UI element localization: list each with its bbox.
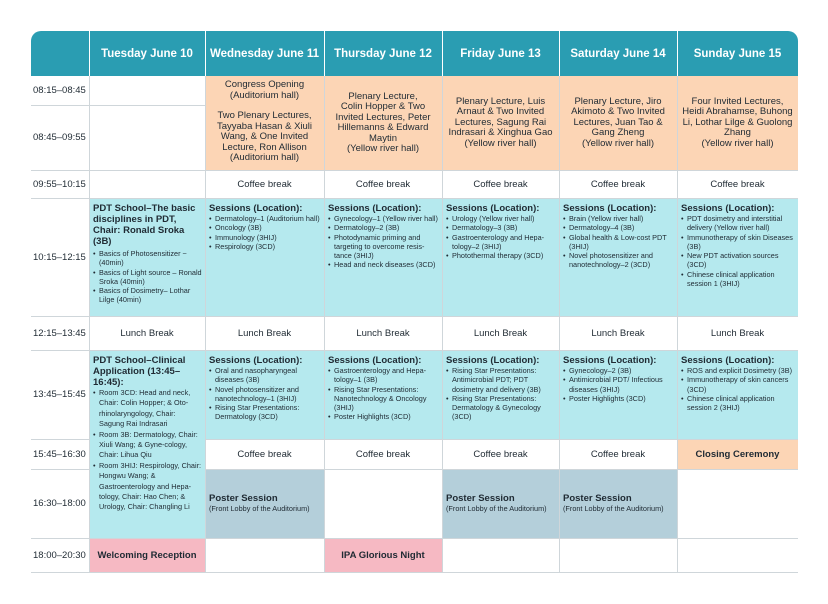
header-tuesday: Tuesday June 10: [89, 31, 205, 76]
time-slot: 08:15–08:45: [33, 85, 86, 96]
list-item: • Basics of Dosimetry– Lothar Lilge (40min): [93, 286, 202, 305]
list-item: • Head and neck diseases (3CD): [328, 260, 439, 269]
sessions-heading: Sessions (Location):: [446, 355, 540, 366]
fri-sessions-2: [442, 350, 559, 439]
col-divider: [559, 76, 560, 573]
congress-opening: [205, 76, 324, 105]
lunch-break: Lunch Break: [473, 327, 528, 339]
sat-sessions-1: [559, 198, 677, 316]
school-items: [93, 249, 202, 305]
sessions-heading: Sessions (Location):: [563, 355, 657, 366]
header-wednesday: Wednesday June 11: [205, 31, 324, 76]
sessions-list: [446, 366, 556, 422]
list-item: • Brain (Yellow river hall): [563, 214, 674, 223]
sessions-list: [328, 366, 439, 422]
row-divider: [31, 350, 798, 351]
list-item: • Immunotherapy of skin Diseases (3B): [681, 233, 795, 252]
coffee-break: Coffee break: [473, 448, 528, 460]
sat-plenary-text: Plenary Lecture, Jiro Akimoto & Two Invited Lectures, Juan Tao & Gang Zheng (Yellow river hall): [571, 95, 665, 149]
list-item: • Poster Highlights (3CD): [563, 394, 674, 403]
list-item: • Urology (Yellow river hall): [446, 214, 556, 223]
list-item: • ROS and explicit Dosimetry (3B): [681, 366, 795, 375]
header-friday: Friday June 13: [442, 31, 559, 76]
poster-location: (Front Lobby of the Auditorium): [446, 504, 547, 513]
coffee-break: Coffee break: [355, 178, 411, 190]
col-divider: [89, 76, 90, 573]
time-slot: 16:30–18:00: [33, 498, 86, 509]
header-divider: [205, 31, 206, 76]
col-divider: [677, 76, 678, 573]
list-item: • PDT dosimetry and interstitial delivery (Yellow river hall): [681, 214, 795, 233]
list-item: • Rising Star Presentations: Dermatology (3CD): [209, 403, 321, 422]
school-title: PDT School–The basic disciplines in PDT, Chair: Ronald Sroka (3B): [93, 203, 196, 247]
wed-plenary: [205, 105, 324, 170]
thu-plenary-text: Plenary Lecture, Colin Hopper & Two Invited Lectures, Peter Hillemanns & Edward Maytin (Yellow river hall): [335, 90, 431, 154]
sessions-list: [563, 214, 674, 270]
school-title: PDT School–Clinical Application (13:45–16:45):: [93, 355, 186, 388]
poster-session-wed: [205, 469, 324, 538]
school-items: [93, 388, 202, 513]
fri-sessions-1: [442, 198, 559, 316]
sun-plenary: [677, 76, 798, 170]
sun-sessions-2: [677, 350, 798, 439]
header-divider: [559, 31, 560, 76]
coffee-break: Coffee break: [710, 178, 765, 190]
row-divider: [31, 198, 798, 199]
row-divider: [31, 469, 89, 470]
coffee-break: Coffee break: [590, 448, 646, 460]
list-item: • Gynecology–2 (3B): [563, 366, 674, 375]
time-slot: 10:15–12:15: [33, 251, 86, 263]
list-item: • Immunology (3HIJ): [209, 233, 321, 242]
list-item: • Room 3B: Dermatology, Chair: Xiuli Wang; & Gyne-cology, Chair: Lihua Qiu: [93, 430, 202, 461]
coffee-break: Coffee break: [237, 448, 292, 460]
time-slot: 18:00–20:30: [33, 550, 86, 561]
list-item: • Room 3HIJ: Respirology, Chair: Hongwu Wang; & Gastroenterology and Hepa-tology, Chair: Hao Chen; & Urology, Chair: Changling Li: [93, 461, 202, 513]
lunch-break: Lunch Break: [710, 327, 765, 339]
poster-title: Poster Session: [563, 492, 632, 504]
row-divider: [205, 469, 798, 470]
sessions-list: [328, 214, 439, 270]
col-divider: [205, 76, 206, 573]
sessions-heading: Sessions (Location):: [209, 203, 303, 214]
time-slot: 13:45–15:45: [33, 389, 86, 400]
sessions-list: [209, 366, 321, 422]
fri-plenary-text: Plenary Lecture, Luis Arnaut & Two Invited Lectures, Sagung Rai Indrasari & Xinghua Gao (Yellow river hall): [448, 95, 553, 149]
list-item: • Basics of Light source – Ronald Sroka (40min): [93, 268, 202, 287]
list-item: • Photothermal therapy (3CD): [446, 251, 556, 260]
row-divider: [31, 538, 798, 539]
poster-location: (Front Lobby of the Auditorium): [563, 504, 664, 513]
list-item: • Novel photosensitizer and nanotechnology–1 (3HIJ): [209, 385, 321, 404]
list-item: • Rising Star Presentations: Nanotechnology & Oncology (3HIJ): [328, 385, 439, 413]
poster-location: (Front Lobby of the Auditorium): [209, 504, 310, 513]
thu-sessions-2: [324, 350, 442, 439]
header-divider: [442, 31, 443, 76]
sessions-list: [446, 214, 556, 260]
header-divider: [677, 31, 678, 76]
coffee-break: Coffee break: [473, 178, 528, 190]
fri-plenary: [442, 76, 559, 170]
header-sunday: Sunday June 15: [677, 31, 798, 76]
sessions-heading: Sessions (Location):: [446, 203, 540, 214]
sessions-list: [563, 366, 674, 403]
sat-sessions-2: [559, 350, 677, 439]
lunch-break: Lunch Break: [237, 327, 292, 339]
sun-sessions-1: [677, 198, 798, 316]
header-divider: [324, 31, 325, 76]
list-item: • Gastroenterology and Hepa-tology–2 (3HIJ): [446, 233, 556, 252]
row-divider: [31, 170, 798, 171]
sessions-heading: Sessions (Location):: [681, 355, 775, 366]
list-item: • Room 3CD: Head and neck, Chair: Colin Hopper; & Oto-rhinolaryngology, Chair: Sagung Rai Indrasari: [93, 388, 202, 430]
list-item: • Gastroenterology and Hepa-tology–1 (3B): [328, 366, 439, 385]
list-item: • Immunotherapy of skin cancers (3CD): [681, 375, 795, 394]
lunch-break: Lunch Break: [356, 327, 410, 339]
list-item: • Photodynamic priming and targeting to overcome resis-tance (3HIJ): [328, 233, 439, 261]
thu-sessions-1: [324, 198, 442, 316]
row-divider: [205, 439, 798, 440]
wed-sessions-2: [205, 350, 324, 439]
welcoming-reception: Welcoming Reception: [89, 538, 205, 573]
coffee-break: Coffee break: [590, 178, 646, 190]
list-item: • Oncology (3B): [209, 223, 321, 232]
sessions-heading: Sessions (Location):: [563, 203, 657, 214]
poster-title: Poster Session: [209, 492, 278, 504]
poster-session-fri: [442, 469, 559, 538]
row-divider: [31, 105, 205, 106]
sessions-heading: Sessions (Location):: [328, 355, 422, 366]
list-item: • Chinese clinical application session 1 (3HIJ): [681, 270, 795, 289]
list-item: • Oral and nasopharyngeal diseases (3B): [209, 366, 321, 385]
sessions-list: [209, 214, 321, 251]
list-item: • Basics of Photosensitizer ~ (40min): [93, 249, 202, 268]
sessions-list: [681, 366, 795, 412]
time-slot: 12:15–13:45: [33, 327, 86, 339]
wed-sessions-1: [205, 198, 324, 316]
sessions-heading: Sessions (Location):: [681, 203, 775, 214]
schedule-table: [31, 31, 798, 573]
thu-plenary: [324, 76, 442, 170]
sessions-heading: Sessions (Location):: [209, 355, 303, 366]
tue-pdt-school-clinical: [89, 350, 205, 538]
list-item: • Novel photosensitizer and nanotechnology–2 (3CD): [563, 251, 674, 270]
list-item: • Rising Star Presentations: Antimicrobial PDT; PDT dosimetry and delivery (3B): [446, 366, 556, 394]
lunch-break: Lunch Break: [120, 327, 174, 339]
header-corner: [31, 31, 89, 76]
list-item: • Antimicrobial PDT/ Infectious diseases (3HIJ): [563, 375, 674, 394]
closing-ceremony: Closing Ceremony: [677, 439, 798, 469]
row-divider: [31, 316, 798, 317]
sun-plenary-text: Four Invited Lectures, Heidi Abrahamse, Buhong Li, Lothar Lilge & Guolong Zhang (Yellow river hall): [682, 95, 793, 149]
ipa-glorious-night: IPA Glorious Night: [324, 538, 442, 573]
list-item: • New PDT activation sources (3CD): [681, 251, 795, 270]
wed-plenary-text: Two Plenary Lectures, Tayyaba Hasan & Xiuli Wang, & One Invited Lecture, Ron Allison (Auditorium hall): [216, 110, 313, 164]
list-item: • Poster Highlights (3CD): [328, 412, 439, 421]
coffee-break: Coffee break: [355, 448, 411, 460]
col-divider: [324, 76, 325, 573]
list-item: • Dermatology–3 (3B): [446, 223, 556, 232]
list-item: • Gynecology–1 (Yellow river hall): [328, 214, 439, 223]
col-divider: [442, 76, 443, 573]
list-item: • Global health & Low-cost PDT (3HIJ): [563, 233, 674, 252]
row-divider: [31, 572, 798, 573]
congress-opening-text: Congress Opening (Auditorium hall): [224, 79, 305, 101]
header-divider: [89, 31, 90, 76]
list-item: • Dermatology–4 (3B): [563, 223, 674, 232]
list-item: • Dermatology–2 (3B): [328, 223, 439, 232]
poster-session-sat: [559, 469, 677, 538]
list-item: • Rising Star Presentations: Dermatology & Gynecology (3CD): [446, 394, 556, 422]
lunch-break: Lunch Break: [591, 327, 645, 339]
coffee-break: Coffee break: [237, 178, 292, 190]
time-slot: 15:45–16:30: [33, 448, 86, 460]
time-slot: 08:45–09:55: [33, 132, 86, 143]
time-slot: 09:55–10:15: [33, 178, 86, 190]
tue-pdt-school-basic: [89, 198, 205, 316]
header-thursday: Thursday June 12: [324, 31, 442, 76]
sat-plenary: [559, 76, 677, 170]
sessions-list: [681, 214, 795, 288]
poster-title: Poster Session: [446, 492, 515, 504]
row-divider: [31, 439, 89, 440]
header-saturday: Saturday June 14: [559, 31, 677, 76]
sessions-heading: Sessions (Location):: [328, 203, 422, 214]
list-item: • Respirology (3CD): [209, 242, 321, 251]
list-item: • Chinese clinical application session 2 (3HIJ): [681, 394, 795, 413]
list-item: • Dermatology–1 (Auditorium hall): [209, 214, 321, 223]
